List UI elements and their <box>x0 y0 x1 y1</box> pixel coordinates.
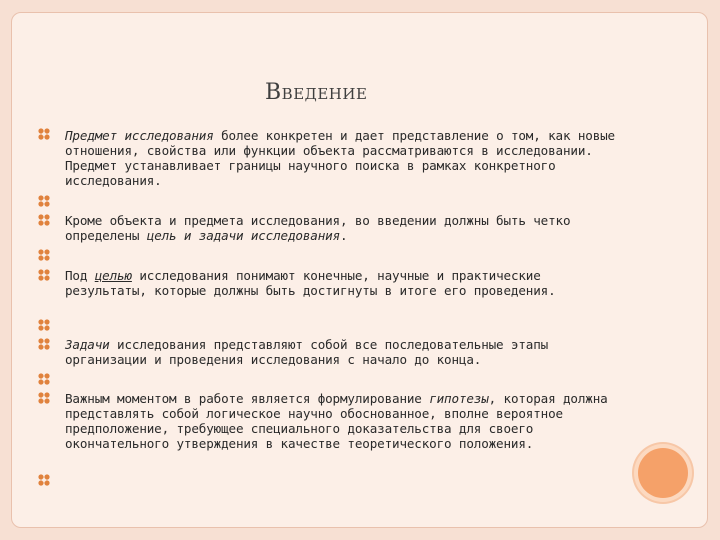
paragraph-goal <box>65 268 625 298</box>
italic-term: гипотезы <box>429 391 489 406</box>
italic-term: Предмет исследования <box>65 128 214 143</box>
italic-term: Задачи <box>65 337 110 352</box>
paragraph-text: исследования понимают конечные, научные и практические результаты, которые должны быть достигнуты в итоге его проведения. <box>65 268 556 298</box>
paragraph-text: более конкретен и дает представление о том, как новые отношения, свойства или функции объекта рассматриваются в исследовании. Предмет устанавливает границы научного поиска в рамках конкретного исследования. <box>65 128 615 188</box>
decorative-circle <box>638 448 688 498</box>
italic-term: цель и задачи исследования <box>146 228 340 243</box>
paragraph-hypothesis <box>65 391 625 451</box>
bullet-icon <box>37 248 51 262</box>
underlined-term: целью <box>94 268 132 283</box>
paragraph-text: Под <box>65 268 95 283</box>
paragraph-end: . <box>340 228 348 243</box>
paragraph-text: Кроме объекта и предмета исследования, во введении должны быть четко определены <box>65 213 571 243</box>
bullet-icon <box>37 194 51 208</box>
bullet-icon <box>37 337 51 351</box>
bullet-icon <box>37 268 51 282</box>
bullet-icon <box>37 372 51 386</box>
paragraph-subject <box>65 128 625 188</box>
paragraph-text: , которая должна представлять собой логическое научно обоснованное, вполне вероятное предположение, требующее специального доказательства для своего окончательного утверждения в качестве теоретического положения. <box>65 391 608 451</box>
paragraph-text: Важным моментом в работе является формулирование <box>65 391 430 406</box>
bullet-icon <box>37 127 51 141</box>
paragraph-goal-tasks <box>65 213 625 243</box>
slide-title: Введение <box>265 80 368 105</box>
bullet-icon <box>37 318 51 332</box>
bullet-icon <box>37 473 51 487</box>
bullet-icon <box>37 391 51 405</box>
paragraph-tasks <box>65 337 625 367</box>
paragraph-text: исследования представляют собой все последовательные этапы организации и проведения исследования с начало до конца. <box>65 337 549 367</box>
bullet-icon <box>37 213 51 227</box>
